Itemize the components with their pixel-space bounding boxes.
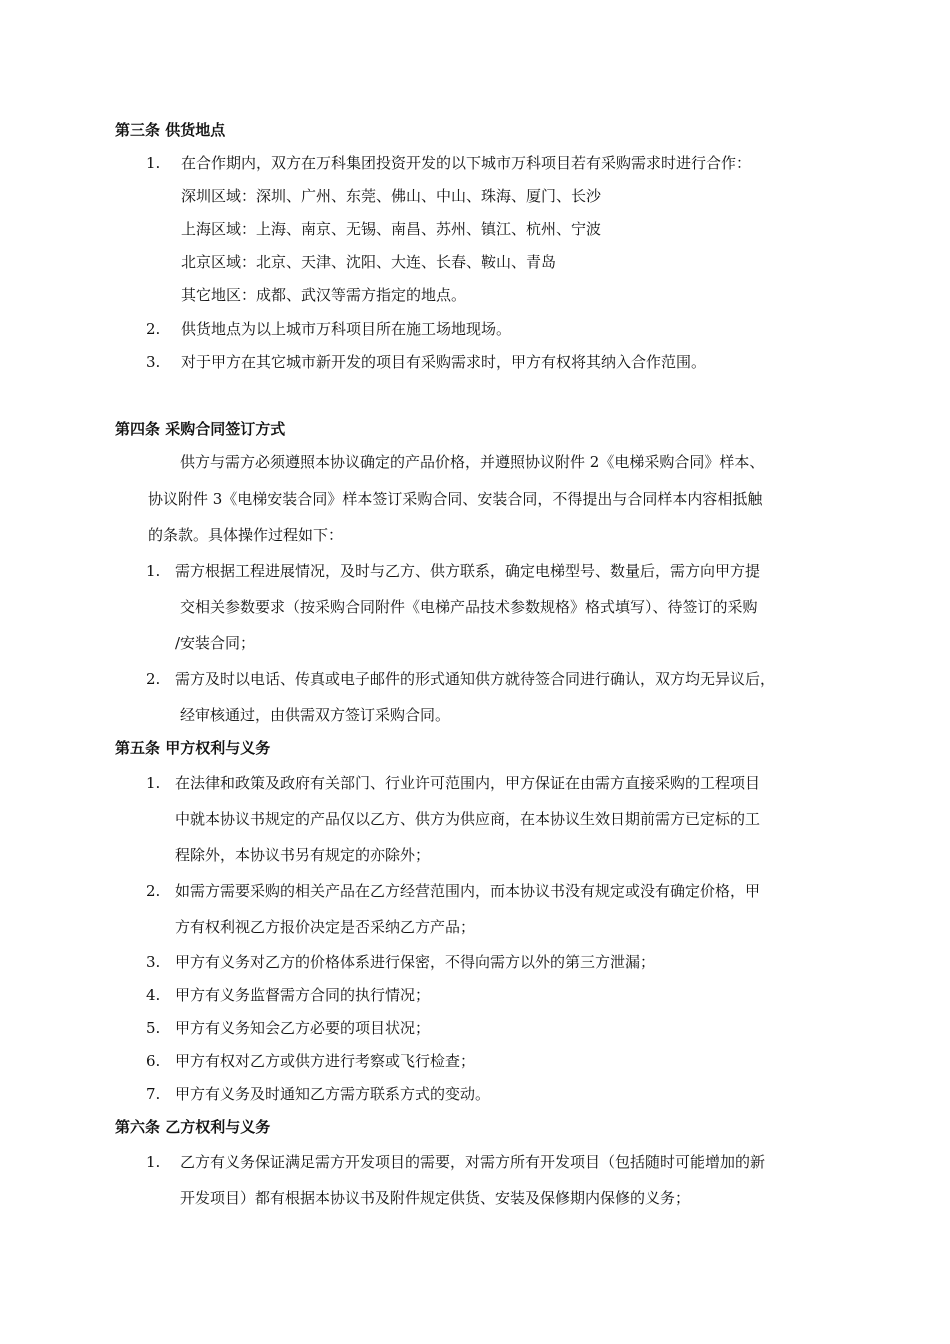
s3-item-3-line-1: 对于甲方在其它城市新开发的项目有采购需求时，甲方有权将其纳入合作范围。 [181,353,707,371]
s4-item-1-line-2: 交相关参数要求（按采购合同附件《电梯产品技术参数规格》格式填写）、待签订的采购 [180,598,758,616]
s4-item-1-line-3: /安装合同； [175,634,256,652]
s5-item-1-line-2: 中就本协议书规定的产品仅以乙方、供方为供应商，在本协议生效日期前需方已定标的工 [175,810,761,828]
s3-item-2-number: 2. [146,320,161,338]
s3-item-1-line-2: 深圳区域：深圳、广州、东莞、佛山、中山、珠海、厦门、长沙 [181,187,602,205]
s5-item-7-line-1: 甲方有义务及时通知乙方需方联系方式的变动。 [175,1085,491,1103]
s4-intro-line-2: 协议附件 3《电梯安装合同》样本签订采购合同、安装合同，不得提出与合同样本内容相抵触 [148,490,763,508]
s5-item-4-number: 4. [146,986,161,1004]
s6-item-1-line-1: 乙方有义务保证满足需方开发项目的需要，对需方所有开发项目（包括随时可能增加的新 [180,1153,766,1171]
section-5-title: 第五条 甲方权利与义务 [115,739,271,757]
s5-item-5-number: 5. [146,1019,161,1037]
s5-item-1-line-3: 程除外，本协议书另有规定的亦除外； [175,846,431,864]
s4-item-1-line-1: 需方根据工程进展情况，及时与乙方、供方联系，确定电梯型号、数量后，需方向甲方提 [175,562,761,580]
section-3-title: 第三条 供货地点 [115,121,226,139]
s3-item-2-line-1: 供货地点为以上城市万科项目所在施工场地现场。 [181,320,512,338]
s3-item-1-line-5: 其它地区：成都、武汉等需方指定的地点。 [181,286,467,304]
s5-item-6-line-1: 甲方有权对乙方或供方进行考察或飞行检查； [175,1052,476,1070]
s4-item-2-line-2: 经审核通过，由供需双方签订采购合同。 [180,706,451,724]
s5-item-3-number: 3. [146,953,161,971]
s5-item-7-number: 7. [146,1085,161,1103]
s5-item-2-line-1: 如需方需要采购的相关产品在乙方经营范围内，而本协议书没有规定或没有确定价格，甲 [175,882,761,900]
s4-item-2-number: 2. [146,670,161,688]
s5-item-2-line-2: 方有权利视乙方报价决定是否采纳乙方产品； [175,918,476,936]
s3-item-1-number: 1. [146,154,161,172]
s5-item-6-number: 6. [146,1052,161,1070]
s3-item-1-line-1: 在合作期内，双方在万科集团投资开发的以下城市万科项目若有采购需求时进行合作： [181,154,752,172]
s4-item-1-number: 1. [146,562,161,580]
s4-item-2-line-1: 需方及时以电话、传真或电子邮件的形式通知供方就待签合同进行确认，双方均无异议后， [175,670,776,688]
s4-intro-line-1: 供方与需方必须遵照本协议确定的产品价格，并遵照协议附件 2《电梯采购合同》样本、 [180,453,765,471]
s5-item-1-line-1: 在法律和政策及政府有关部门、行业许可范围内，甲方保证在由需方直接采购的工程项目 [175,774,761,792]
s5-item-2-number: 2. [146,882,161,900]
s5-item-4-line-1: 甲方有义务监督需方合同的执行情况； [175,986,431,1004]
s3-item-1-line-4: 北京区域：北京、天津、沈阳、大连、长春、鞍山、青岛 [181,253,557,271]
s5-item-5-line-1: 甲方有义务知会乙方必要的项目状况； [175,1019,431,1037]
section-4-title: 第四条 采购合同签订方式 [115,420,286,438]
s6-item-1-number: 1. [146,1153,161,1171]
s3-item-1-line-3: 上海区域：上海、南京、无锡、南昌、苏州、镇江、杭州、宁波 [181,220,602,238]
s3-item-3-number: 3. [146,353,161,371]
s6-item-1-line-2: 开发项目）都有根据本协议书及附件规定供货、安装及保修期内保修的义务； [180,1189,691,1207]
s5-item-1-number: 1. [146,774,161,792]
s4-intro-line-3: 的条款。具体操作过程如下： [148,526,344,544]
section-6-title: 第六条 乙方权利与义务 [115,1118,271,1136]
s5-item-3-line-1: 甲方有义务对乙方的价格体系进行保密，不得向需方以外的第三方泄漏； [175,953,656,971]
